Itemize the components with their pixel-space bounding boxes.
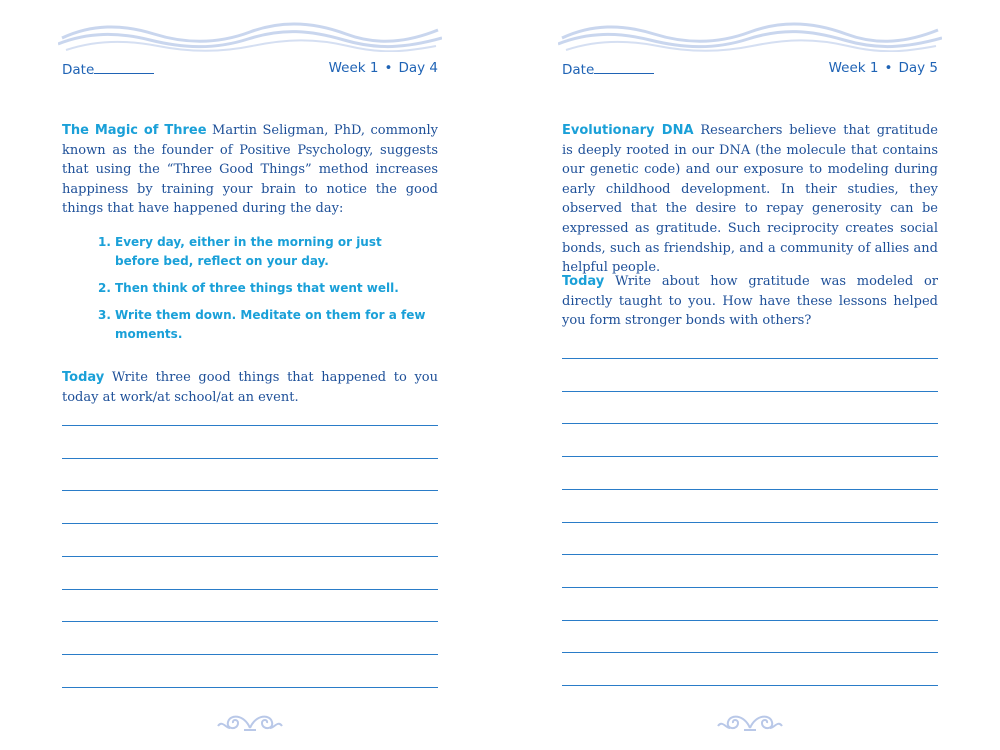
swirl-ornament-icon	[216, 706, 284, 734]
writing-line[interactable]	[562, 652, 938, 653]
intro-paragraph	[562, 121, 938, 278]
step-number: 1.	[98, 235, 111, 249]
writing-line[interactable]	[562, 456, 938, 457]
writing-line[interactable]	[62, 654, 438, 655]
writing-line[interactable]	[562, 522, 938, 523]
intro-lead: The Magic of Three	[62, 123, 207, 138]
week-day-label	[829, 60, 938, 76]
date-blank[interactable]	[594, 60, 654, 74]
step-text: Every day, either in the morning or just before bed, reflect on your day.	[115, 235, 382, 268]
today-body: Write about how gratitude was modeled or directly taught to you. How have these lessons helped you form stronger bonds with others?	[562, 274, 938, 329]
wave-border-icon	[58, 20, 442, 52]
bullet-separator: •	[884, 60, 893, 76]
intro-lead: Evolutionary DNA	[562, 123, 694, 138]
swirl-ornament-icon	[716, 706, 784, 734]
date-field[interactable]	[62, 60, 154, 78]
step-number: 2.	[98, 281, 111, 295]
today-prompt	[562, 272, 938, 331]
writing-line[interactable]	[562, 685, 938, 686]
today-lead: Today	[562, 274, 605, 289]
writing-line[interactable]	[562, 620, 938, 621]
writing-line[interactable]	[562, 587, 938, 588]
writing-line[interactable]	[562, 391, 938, 392]
date-label: Date	[62, 62, 95, 78]
page-header	[562, 60, 938, 82]
week-label: Week 1	[328, 60, 379, 76]
writing-line[interactable]	[62, 621, 438, 622]
day-label: Day 5	[898, 60, 938, 76]
writing-line[interactable]	[62, 589, 438, 590]
week-day-label	[329, 60, 438, 76]
step-number: 3.	[98, 308, 111, 322]
date-blank[interactable]	[94, 60, 154, 74]
step-text: Write them down. Meditate on them for a few moments.	[115, 308, 426, 341]
today-lead: Today	[62, 370, 105, 385]
week-label: Week 1	[828, 60, 879, 76]
writing-line[interactable]	[562, 554, 938, 555]
writing-line[interactable]	[62, 458, 438, 459]
writing-line[interactable]	[62, 556, 438, 557]
writing-line[interactable]	[62, 425, 438, 426]
writing-line[interactable]	[562, 489, 938, 490]
step-text: Then think of three things that went well.	[115, 281, 399, 295]
intro-body: Researchers believe that gratitude is deeply rooted in our DNA (the molecule that contains our genetic code) and our exposure to modeling during early childhood development. In their studies, they observed that the desire to repay generosity can be expressed as gratitude. Such reciprocity creates social bonds, such as friendship, and a community of allies and helpful people.	[562, 123, 938, 276]
today-prompt	[62, 368, 438, 407]
right-page	[500, 0, 1000, 750]
intro-paragraph	[62, 121, 438, 219]
intro-body: Martin Seligman, PhD, commonly known as the founder of Positive Psychology, suggests that using the “Three Good Things” method increases happiness by training your brain to notice the good things that have happened during the day:	[62, 123, 438, 217]
steps-list	[98, 233, 428, 352]
date-label: Date	[562, 62, 595, 78]
day-label: Day 4	[398, 60, 438, 76]
list-item	[98, 233, 428, 271]
writing-line[interactable]	[62, 523, 438, 524]
date-field[interactable]	[562, 60, 654, 78]
list-item	[98, 306, 428, 344]
today-body: Write three good things that happened to you today at work/at school/at an event.	[62, 370, 438, 405]
wave-border-icon	[558, 20, 942, 52]
list-item	[98, 279, 428, 298]
page-header	[62, 60, 438, 82]
writing-line[interactable]	[62, 687, 438, 688]
writing-line[interactable]	[562, 423, 938, 424]
bullet-separator: •	[384, 60, 393, 76]
writing-line[interactable]	[562, 358, 938, 359]
writing-line[interactable]	[62, 490, 438, 491]
